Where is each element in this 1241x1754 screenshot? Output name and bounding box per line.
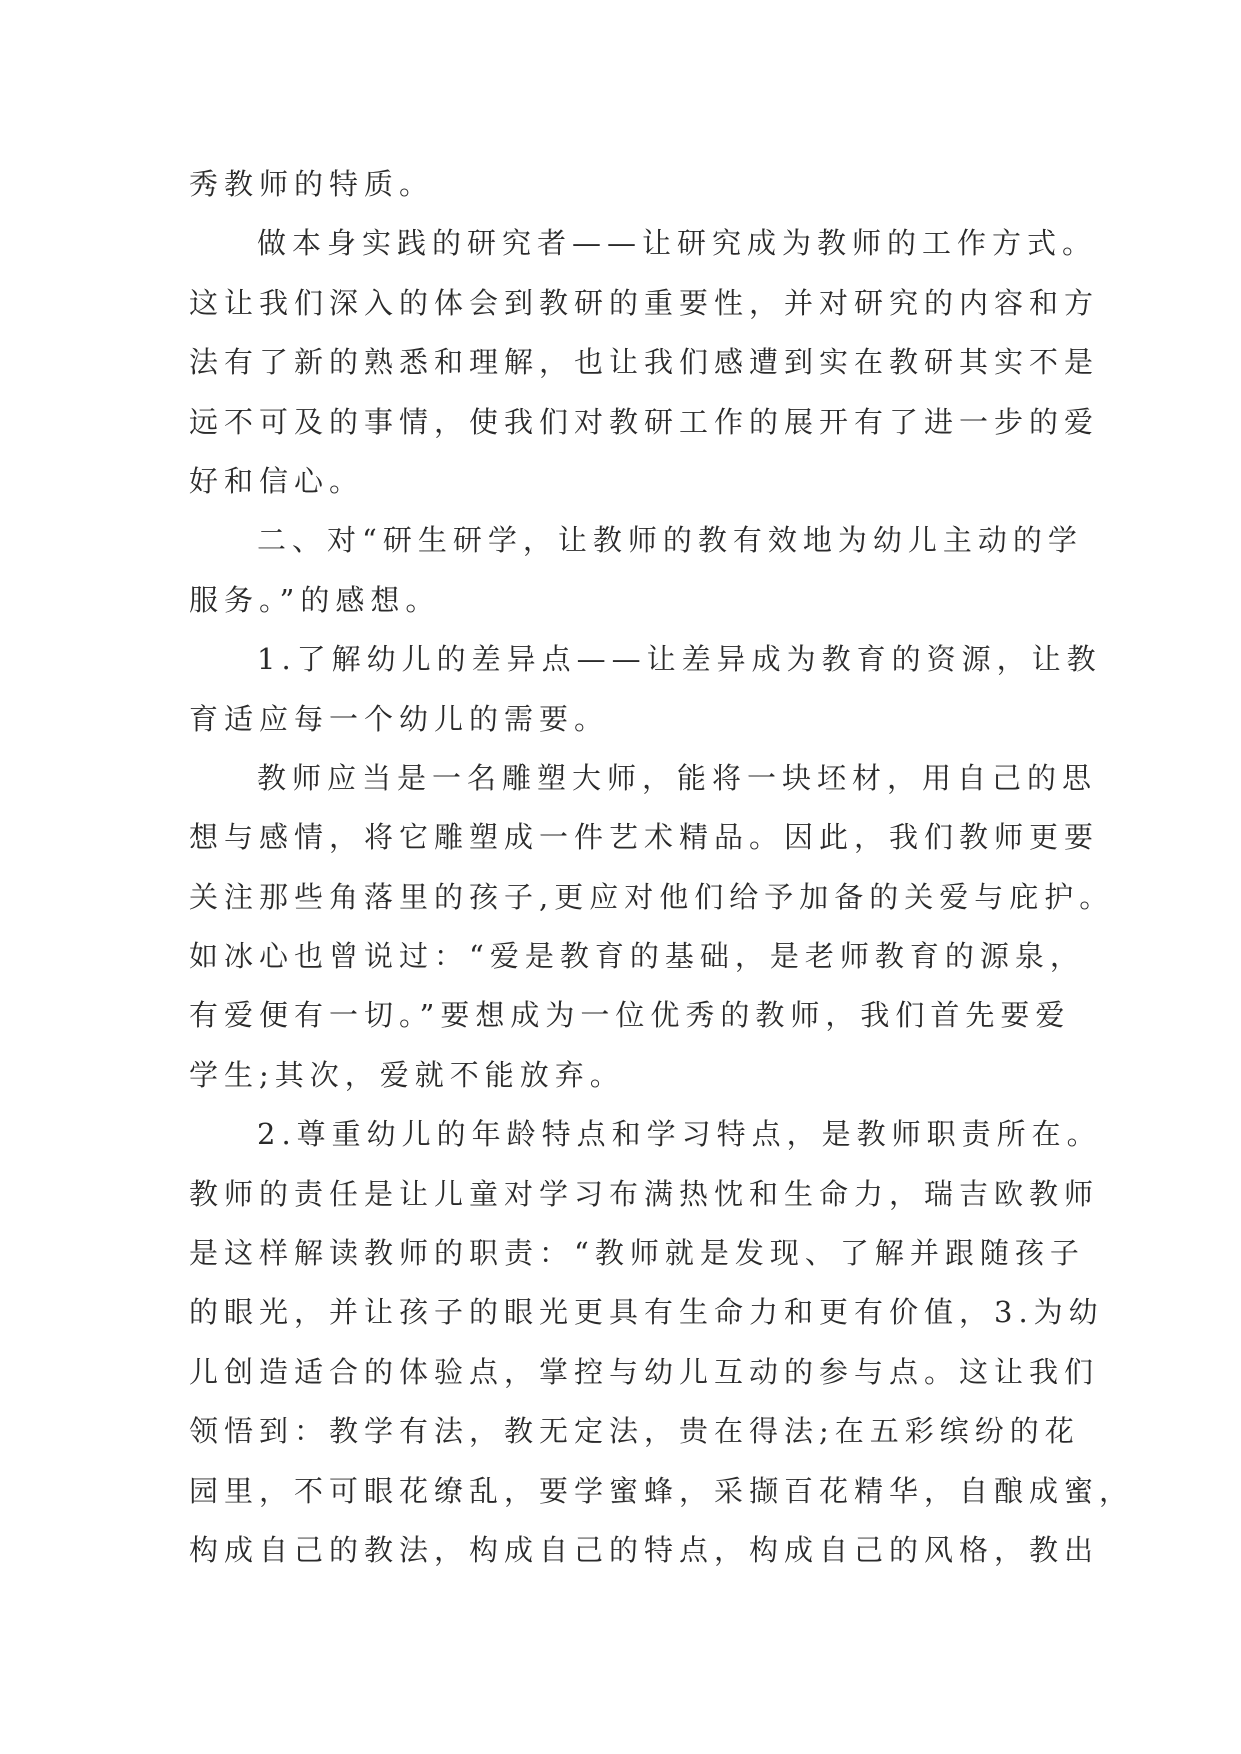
numbered-item: 1.了解幼儿的差异点——让差异成为教育的资源，让教 [257,642,1102,677]
text-line: 好和信心。 [189,463,365,498]
text-line: 育适应每一个幼儿的需要。 [189,701,610,736]
text-line: 教师的责任是让儿童对学习布满热忱和生命力，瑞吉欧教师 [189,1176,1100,1211]
text-line: 园里，不可眼花缭乱，要学蜜蜂，采撷百花精华，自酿成蜜， [189,1473,1135,1508]
text-line: 秀教师的特质。 [189,167,435,201]
text-line: 这让我们深入的体会到教研的重要性，并对研究的内容和方 [189,285,1100,320]
text-line: 关注那些角落里的孩子,更应对他们给予加备的关爱与庇护。 [189,879,1115,914]
text-line: 领悟到：教学有法，教无定法，贵在得法;在五彩缤纷的花 [189,1414,1080,1449]
text-line: 是这样解读教师的职责：“教师就是发现、了解并跟随孩子 [189,1236,1085,1271]
text-line: 构成自己的教法，构成自己的特点，构成自己的风格，教出 [189,1532,1100,1567]
document-body [189,155,1135,1580]
section-heading: 二、对“研生研学，让教师的教有效地为幼儿主动的学 [257,523,1083,558]
numbered-item: 2.尊重幼儿的年龄特点和学习特点，是教师职责所在。 [257,1117,1102,1152]
text-line: 有爱便有一切。”要想成为一位优秀的教师，我们首先要爱 [189,998,1071,1033]
text-line: 儿创造适合的体验点，掌控与幼儿互动的参与点。这让我们 [189,1354,1100,1389]
text-line: 远不可及的事情，使我们对教研工作的展开有了进一步的爱 [189,404,1100,439]
text-line: 学生;其次，爱就不能放弃。 [189,1057,625,1092]
text-line: 的眼光，并让孩子的眼光更具有生命力和更有价值，3.为幼 [189,1295,1104,1330]
text-line: 教师应当是一名雕塑大师，能将一块坯材，用自己的思 [257,760,1098,795]
text-line: 服务。”的感想。 [189,582,441,617]
text-line: 想与感情，将它雕塑成一件艺术精品。因此，我们教师更要 [189,820,1100,855]
text-line: 做本身实践的研究者——让研究成为教师的工作方式。 [257,226,1098,261]
text-line: 法有了新的熟悉和理解，也让我们感遭到实在教研其实不是 [189,345,1100,380]
text-line: 如冰心也曾说过：“爱是教育的基础，是老师教育的源泉， [189,939,1085,974]
